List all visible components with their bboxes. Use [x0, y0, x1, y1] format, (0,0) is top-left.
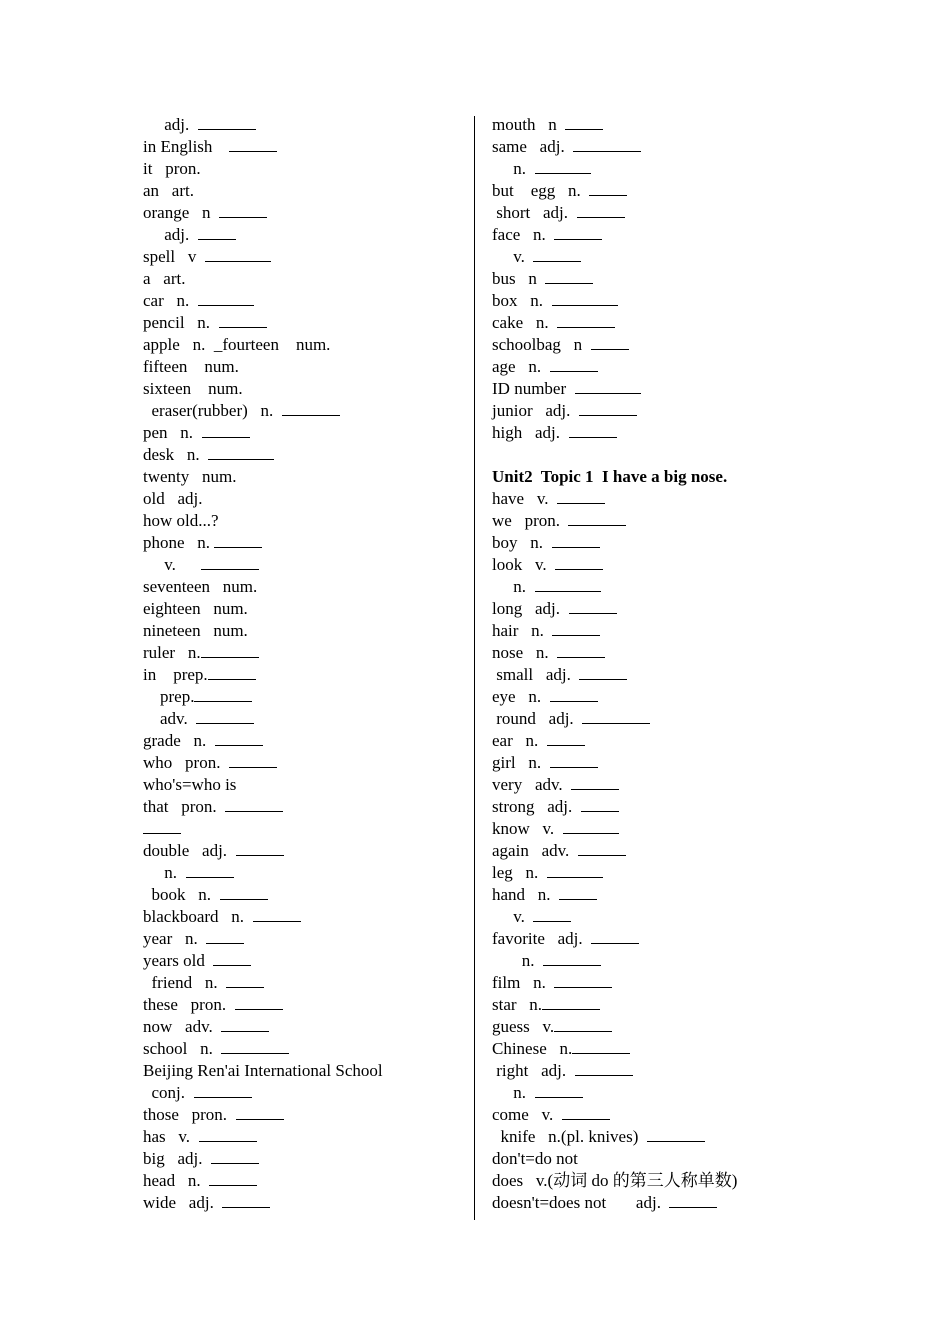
- vocab-term: those pron.: [143, 1105, 236, 1124]
- vocab-entry: [143, 356, 463, 378]
- vocab-entry: [492, 598, 872, 620]
- answer-blank: [221, 1016, 269, 1032]
- answer-blank: [226, 972, 264, 988]
- answer-blank: [222, 1192, 270, 1208]
- answer-blank: [579, 664, 627, 680]
- vocab-entry: [492, 884, 872, 906]
- answer-blank: [229, 136, 277, 152]
- answer-blank: [550, 686, 598, 702]
- answer-blank: [214, 532, 262, 548]
- answer-blank: [535, 158, 591, 174]
- answer-blank: [562, 1104, 610, 1120]
- vocab-entry: [492, 224, 872, 246]
- vocab-term: prep.: [143, 687, 195, 706]
- answer-blank: [198, 290, 254, 306]
- vocab-entry: [492, 444, 872, 466]
- vocab-entry: [143, 378, 463, 400]
- answer-blank: [211, 1148, 259, 1164]
- vocab-term: n.: [492, 951, 543, 970]
- section-heading: [492, 466, 872, 488]
- vocab-entry: [143, 554, 463, 576]
- vocab-entry: [492, 730, 872, 752]
- vocab-term: v.: [143, 555, 202, 574]
- answer-blank: [575, 378, 641, 394]
- vocab-entry: [143, 730, 463, 752]
- vocab-entry: [143, 1126, 463, 1148]
- vocab-term: who's=who is: [143, 775, 237, 794]
- vocab-term: n.: [492, 577, 535, 596]
- vocab-term: adj.: [143, 115, 198, 134]
- answer-blank: [557, 312, 615, 328]
- answer-blank: [575, 1060, 633, 1076]
- answer-blank: [571, 774, 619, 790]
- vocab-term: ID number: [492, 379, 575, 398]
- answer-blank: [545, 268, 593, 284]
- vocab-entry: [492, 488, 872, 510]
- vocab-term: conj.: [143, 1083, 194, 1102]
- answer-blank: [568, 510, 626, 526]
- vocab-entry: [143, 444, 463, 466]
- answer-blank: [215, 730, 263, 746]
- answer-blank: [565, 114, 603, 130]
- vocab-term: n.: [492, 159, 535, 178]
- vocab-entry: [143, 752, 463, 774]
- vocab-entry: [143, 1104, 463, 1126]
- vocab-term: junior adj.: [492, 401, 579, 420]
- vocab-term: in prep.: [143, 665, 208, 684]
- vocab-entry: [492, 642, 872, 664]
- vocab-entry: [143, 972, 463, 994]
- vocab-entry: [492, 620, 872, 642]
- vocab-entry: [492, 510, 872, 532]
- answer-blank: [579, 400, 637, 416]
- answer-blank: [578, 840, 626, 856]
- vocab-term: leg n.: [492, 863, 547, 882]
- vocab-term: blackboard n.: [143, 907, 253, 926]
- vocab-term: ruler n.: [143, 643, 201, 662]
- vocab-term: year n.: [143, 929, 207, 948]
- vocab-term: grade n.: [143, 731, 215, 750]
- vocab-term: an art.: [143, 181, 194, 200]
- vocab-term: star n.: [492, 995, 543, 1014]
- vocab-term: Beijing Ren'ai International School: [143, 1061, 383, 1080]
- vocab-term: mouth n: [492, 115, 566, 134]
- vocab-entry: [143, 1082, 463, 1104]
- answer-blank: [236, 840, 284, 856]
- vocab-entry: [492, 136, 872, 158]
- vocab-term: that pron.: [143, 797, 226, 816]
- answer-blank: [543, 950, 601, 966]
- vocab-entry: [492, 378, 872, 400]
- answer-blank: [547, 862, 603, 878]
- vocab-entry: [143, 840, 463, 862]
- answer-blank: [225, 796, 283, 812]
- answer-blank: [199, 1126, 257, 1142]
- answer-blank: [219, 312, 267, 328]
- answer-blank: [236, 1104, 284, 1120]
- vocab-term: favorite adj.: [492, 929, 592, 948]
- answer-blank: [555, 554, 603, 570]
- vocab-entry: [492, 774, 872, 796]
- vocab-term: come v.: [492, 1105, 562, 1124]
- vocab-entry: [492, 664, 872, 686]
- vocab-entry: [143, 136, 463, 158]
- vocab-term: it pron.: [143, 159, 201, 178]
- answer-blank: [282, 400, 340, 416]
- left-vocabulary-column: [143, 114, 463, 1214]
- vocab-entry: [492, 334, 872, 356]
- vocab-entry: [492, 1126, 872, 1148]
- vocab-term: old adj.: [143, 489, 203, 508]
- vocab-term: eye n.: [492, 687, 550, 706]
- vocab-entry: [143, 664, 463, 686]
- right-vocabulary-column: [492, 114, 872, 1214]
- vocab-term: adj.: [143, 225, 198, 244]
- answer-blank: [535, 576, 601, 592]
- vocab-term: desk n.: [143, 445, 209, 464]
- vocab-entry: [492, 818, 872, 840]
- vocab-entry: [492, 1060, 872, 1082]
- answer-blank: [554, 224, 602, 240]
- vocab-term: look v.: [492, 555, 556, 574]
- vocab-entry: [143, 268, 463, 290]
- vocab-term: short adj.: [492, 203, 577, 222]
- vocab-entry: [143, 246, 463, 268]
- vocab-term: but egg n.: [492, 181, 590, 200]
- vocab-term: who pron.: [143, 753, 229, 772]
- vocab-term: adv.: [143, 709, 197, 728]
- answer-blank: [533, 246, 581, 262]
- vocab-term: spell v: [143, 247, 205, 266]
- vocab-term: girl n.: [492, 753, 550, 772]
- vocab-entry: [492, 906, 872, 928]
- answer-blank: [205, 246, 271, 262]
- answer-blank: [573, 136, 641, 152]
- answer-blank: [577, 202, 625, 218]
- vocab-entry: [492, 268, 872, 290]
- vocab-entry: [143, 994, 463, 1016]
- vocab-term: phone n.: [143, 533, 215, 552]
- vocab-entry: [492, 950, 872, 972]
- vocab-term: double adj.: [143, 841, 236, 860]
- vocab-entry: [143, 334, 463, 356]
- vocab-entry: [143, 202, 463, 224]
- answer-blank: [201, 554, 259, 570]
- answer-blank: [198, 114, 256, 130]
- vocab-entry: [143, 928, 463, 950]
- vocab-term: again adv.: [492, 841, 578, 860]
- answer-blank: [552, 532, 600, 548]
- answer-blank: [582, 708, 650, 724]
- vocab-entry: [143, 796, 463, 818]
- vocab-entry: [143, 114, 463, 136]
- vocab-entry: [143, 884, 463, 906]
- vocab-entry: [492, 1016, 872, 1038]
- answer-blank: [552, 290, 618, 306]
- vocab-entry: [143, 1170, 463, 1192]
- vocab-term: hair n.: [492, 621, 553, 640]
- vocab-entry: [492, 158, 872, 180]
- vocab-entry: [492, 796, 872, 818]
- vocab-term: now adv.: [143, 1017, 222, 1036]
- vocab-term: schoolbag n: [492, 335, 591, 354]
- answer-blank: [589, 180, 627, 196]
- vocab-term: know v.: [492, 819, 563, 838]
- answer-blank: [221, 1038, 289, 1054]
- vocab-entry: [143, 290, 463, 312]
- answer-blank: [591, 334, 629, 350]
- answer-blank: [206, 928, 244, 944]
- vocab-term: cake n.: [492, 313, 558, 332]
- answer-blank: [535, 1082, 583, 1098]
- vocab-term: bus n: [492, 269, 546, 288]
- vocab-term: eraser(rubber) n.: [143, 401, 282, 420]
- vocab-term: right adj.: [492, 1061, 575, 1080]
- vocab-entry: [492, 532, 872, 554]
- answer-blank: [220, 884, 268, 900]
- vocab-entry: [143, 1016, 463, 1038]
- vocab-entry: [143, 1038, 463, 1060]
- answer-blank: [209, 1170, 257, 1186]
- vocab-term: seventeen num.: [143, 577, 258, 596]
- answer-blank: [202, 422, 250, 438]
- answer-blank: [533, 906, 571, 922]
- vocab-term: have v.: [492, 489, 557, 508]
- vocab-term: age n.: [492, 357, 550, 376]
- answer-blank: [186, 862, 234, 878]
- answer-blank: [253, 906, 301, 922]
- vocab-entry: [143, 576, 463, 598]
- vocab-term: doesn't=does not adj.: [492, 1193, 670, 1212]
- vocab-term: big adj.: [143, 1149, 211, 1168]
- vocab-entry: [143, 708, 463, 730]
- vocab-entry: [492, 1082, 872, 1104]
- vocab-term: fifteen num.: [143, 357, 239, 376]
- vocab-entry: [492, 1104, 872, 1126]
- answer-blank: [196, 708, 254, 724]
- vocab-entry: [492, 202, 872, 224]
- vocab-term: long adj.: [492, 599, 569, 618]
- vocab-term: small adj.: [492, 665, 580, 684]
- answer-blank: [569, 598, 617, 614]
- vocab-entry: [143, 510, 463, 532]
- vocab-term: does v.(动词 do 的第三人称单数): [492, 1171, 738, 1190]
- answer-blank: [550, 752, 598, 768]
- vocab-term: school n.: [143, 1039, 222, 1058]
- vocab-term: book n.: [143, 885, 220, 904]
- answer-blank: [554, 1016, 612, 1032]
- vocab-entry: [492, 752, 872, 774]
- vocab-term: apple n. _fourteen num.: [143, 335, 331, 354]
- vocab-entry: [492, 290, 872, 312]
- vocab-term: friend n.: [143, 973, 227, 992]
- vocab-term: hand n.: [492, 885, 560, 904]
- vocab-term: round adj.: [492, 709, 583, 728]
- vocab-term: has v.: [143, 1127, 199, 1146]
- vocab-entry: [492, 972, 872, 994]
- vocab-entry: [143, 1148, 463, 1170]
- answer-blank: [557, 488, 605, 504]
- vocab-entry: [143, 158, 463, 180]
- vocab-term: sixteen num.: [143, 379, 243, 398]
- vocab-entry: [492, 686, 872, 708]
- vocab-term: v.: [492, 907, 534, 926]
- vocab-term: pencil n.: [143, 313, 219, 332]
- vocab-term: knife n.(pl. knives): [492, 1127, 647, 1146]
- vocab-term: years old: [143, 951, 214, 970]
- vocab-term: Chinese n.: [492, 1039, 573, 1058]
- answer-blank: [229, 752, 277, 768]
- vocab-entry: [492, 1170, 872, 1192]
- vocab-entry: [143, 598, 463, 620]
- vocab-entry: [143, 224, 463, 246]
- answer-blank: [201, 642, 259, 658]
- vocab-term: n.: [492, 1083, 535, 1102]
- vocab-entry: [143, 818, 463, 840]
- vocab-entry: [143, 950, 463, 972]
- answer-blank: [563, 818, 619, 834]
- answer-blank: [552, 620, 600, 636]
- vocab-term: boy n.: [492, 533, 552, 552]
- answer-blank: [550, 356, 598, 372]
- vocab-term: box n.: [492, 291, 552, 310]
- vocab-entry: [143, 1192, 463, 1214]
- vocab-term: Unit2 Topic 1 I have a big nose.: [492, 467, 728, 486]
- vocab-entry: [492, 180, 872, 202]
- vocab-term: these pron.: [143, 995, 235, 1014]
- answer-blank: [219, 202, 267, 218]
- answer-blank: [235, 994, 283, 1010]
- vocab-entry: [492, 576, 872, 598]
- vocab-term: ear n.: [492, 731, 547, 750]
- vocab-entry: [143, 862, 463, 884]
- vocab-entry: [492, 422, 872, 444]
- vocab-entry: [492, 356, 872, 378]
- vocab-entry: [492, 554, 872, 576]
- vocab-term: face n.: [492, 225, 555, 244]
- vocab-entry: [492, 928, 872, 950]
- vocab-term: eighteen num.: [143, 599, 248, 618]
- answer-blank: [669, 1192, 717, 1208]
- answer-blank: [591, 928, 639, 944]
- answer-blank: [208, 664, 256, 680]
- answer-blank: [194, 1082, 252, 1098]
- vocab-term: orange n: [143, 203, 220, 222]
- vocab-term: head n.: [143, 1171, 210, 1190]
- answer-blank: [143, 818, 181, 834]
- vocab-entry: [143, 400, 463, 422]
- vocab-term: car n.: [143, 291, 198, 310]
- answer-blank: [647, 1126, 705, 1142]
- vocab-term: high adj.: [492, 423, 569, 442]
- vocab-entry: [143, 180, 463, 202]
- vocab-term: a art.: [143, 269, 186, 288]
- vocab-term: film n.: [492, 973, 555, 992]
- vocab-term: pen n.: [143, 423, 202, 442]
- vocab-term: don't=do not: [492, 1149, 578, 1168]
- vocab-entry: [492, 862, 872, 884]
- vocab-entry: [143, 532, 463, 554]
- vocab-term: how old...?: [143, 511, 219, 530]
- vocab-entry: [492, 246, 872, 268]
- column-divider: [474, 116, 475, 1220]
- answer-blank: [198, 224, 236, 240]
- vocab-entry: [143, 686, 463, 708]
- answer-blank: [557, 642, 605, 658]
- vocab-term: twenty num.: [143, 467, 237, 486]
- vocab-entry: [492, 1148, 872, 1170]
- answer-blank: [194, 686, 252, 702]
- vocab-entry: [492, 1038, 872, 1060]
- answer-blank: [547, 730, 585, 746]
- answer-blank: [554, 972, 612, 988]
- answer-blank: [213, 950, 251, 966]
- vocab-term: wide adj.: [143, 1193, 223, 1212]
- answer-blank: [542, 994, 600, 1010]
- vocab-term: very adv.: [492, 775, 572, 794]
- answer-blank: [559, 884, 597, 900]
- vocab-entry: [143, 620, 463, 642]
- vocab-entry: [492, 708, 872, 730]
- vocab-entry: [143, 466, 463, 488]
- vocab-entry: [492, 114, 872, 136]
- vocab-term: guess v.: [492, 1017, 555, 1036]
- vocab-entry: [143, 774, 463, 796]
- answer-blank: [572, 1038, 630, 1054]
- vocab-entry: [492, 1192, 872, 1214]
- vocab-term: strong adj.: [492, 797, 581, 816]
- vocab-term: nineteen num.: [143, 621, 248, 640]
- vocab-term: v.: [492, 247, 534, 266]
- vocab-entry: [492, 994, 872, 1016]
- vocab-term: we pron.: [492, 511, 569, 530]
- vocab-term: in English: [143, 137, 230, 156]
- answer-blank: [569, 422, 617, 438]
- vocab-term: same adj.: [492, 137, 574, 156]
- vocab-entry: [143, 488, 463, 510]
- vocab-entry: [143, 312, 463, 334]
- vocab-entry: [143, 422, 463, 444]
- vocab-term: n.: [143, 863, 186, 882]
- vocab-term: nose n.: [492, 643, 558, 662]
- answer-blank: [208, 444, 274, 460]
- vocab-entry: [143, 1060, 463, 1082]
- vocab-entry: [492, 312, 872, 334]
- vocab-entry: [143, 906, 463, 928]
- vocab-entry: [492, 400, 872, 422]
- vocab-entry: [143, 642, 463, 664]
- answer-blank: [581, 796, 619, 812]
- vocab-entry: [492, 840, 872, 862]
